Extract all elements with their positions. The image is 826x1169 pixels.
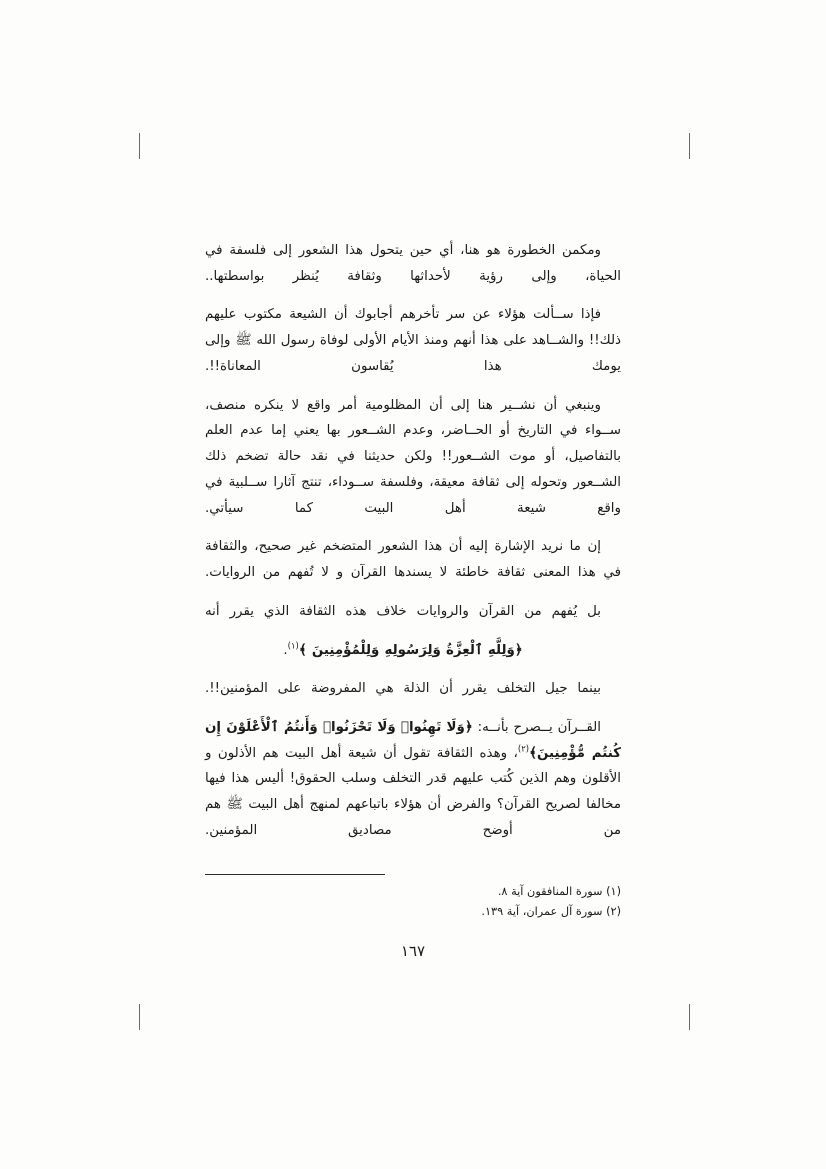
verse-text-2: ﴿وَلَا تَهِنُوا۟ وَلَا تَحْزَنُوا۟ وَأَنتُمُ ٱلْأَعْلَوْنَ إِن كُنتُم مُّؤْمِنِينَ﴾: [205, 720, 621, 761]
footnote-separator: [205, 874, 385, 875]
paragraph-1: ومكمن الخطورة هو هنا، أي حين يتحول هذا الشعور إلى فلسفة في الحياة، وإلى رؤية لأحداثها وثقافة يُنظر بواسطتها..: [205, 243, 621, 284]
crop-mark-top-left: [139, 133, 140, 159]
verse-text-1: ﴿وَلِلَّهِ ٱلْعِزَّةُ وَلِرَسُولِهِ وَلِلْمُؤْمِنِينَ ﴾: [298, 642, 523, 658]
footnote-2: (٢) سورة آل عمران، آية ١٣٩.: [481, 905, 621, 919]
footnote-marker-2: (٢): [517, 744, 530, 755]
body-text: [205, 238, 621, 857]
crop-mark-bottom-right: [689, 1004, 690, 1030]
paragraph-8-rest: ، وهذه الثقافة تقول أن شيعة أهل البيت هم الأذلون و الأقلون وهم الذين كُتب عليهم قدر التخلف وسلب الحقوق! أليس هذا فيها مخالفا لصريح القرآن؟ والفرض أن هؤلاء باتباعهم لمنهج أهل البيت ﷺ هم من أوضح مصاديق المؤمنين.: [205, 745, 621, 838]
paragraph-8: [205, 715, 621, 844]
verse-tail-1: .: [283, 642, 288, 658]
crop-mark-bottom-left: [139, 1004, 140, 1030]
paragraph-2: فإذا ســألت هؤلاء عن سر تأخرهم أجابوك أن الشيعة مكتوب عليهم ذلك!! والشــاهد على هذا أنهم ومنذ الأيام الأولى لوفاة رسول الله ﷺ وإلى يومك هذا يُقاسون المعاناة!!.: [205, 307, 621, 374]
paragraph-7: بينما جيل التخلف يقرر أن الذلة هي المفروضة على المؤمنين!!.: [205, 681, 601, 697]
crop-mark-top-right: [689, 133, 690, 159]
paragraph-5: بل يُفهم من القرآن والروايات خلاف هذه الثقافة الذي يقرر أنه: [205, 603, 601, 619]
footnote-marker-1: (١): [287, 641, 299, 652]
paragraph-4: إن ما نريد الإشارة إليه أن هذا الشعور المتضخم غير صحيح، والثقافة في هذا المعنى ثقافة خاطئة لا يسندها القرآن و لا تُفهم من الروايات.: [205, 539, 621, 581]
footnote-area: [205, 882, 621, 922]
paragraph-8-lead: القــرآن يــصرح بأنــه:: [477, 720, 601, 736]
footnote-1: (١) سورة المنافقون آية ٨.: [497, 885, 621, 898]
quran-verse-1: [205, 638, 621, 664]
page-number: ١٦٧: [400, 942, 426, 960]
paragraph-3: وينبغي أن نشــير هنا إلى أن المظلومية أمر واقع لا ينكره منصف، ســواء في التاريخ أو الحــاضر، وعدم الشــعور بها يعني إما عدم العلم بالتفاصيل، أو موت الشــعور!! ولكن حديثنا في نقد حالة تضخم ذلك الشــعور وتحوله إلى ثقافة معيقة، وفلسفة ســوداء، تنتج آثارا ســلبية في واقع شيعة أهل البيت كما سيأتي.: [205, 397, 621, 516]
